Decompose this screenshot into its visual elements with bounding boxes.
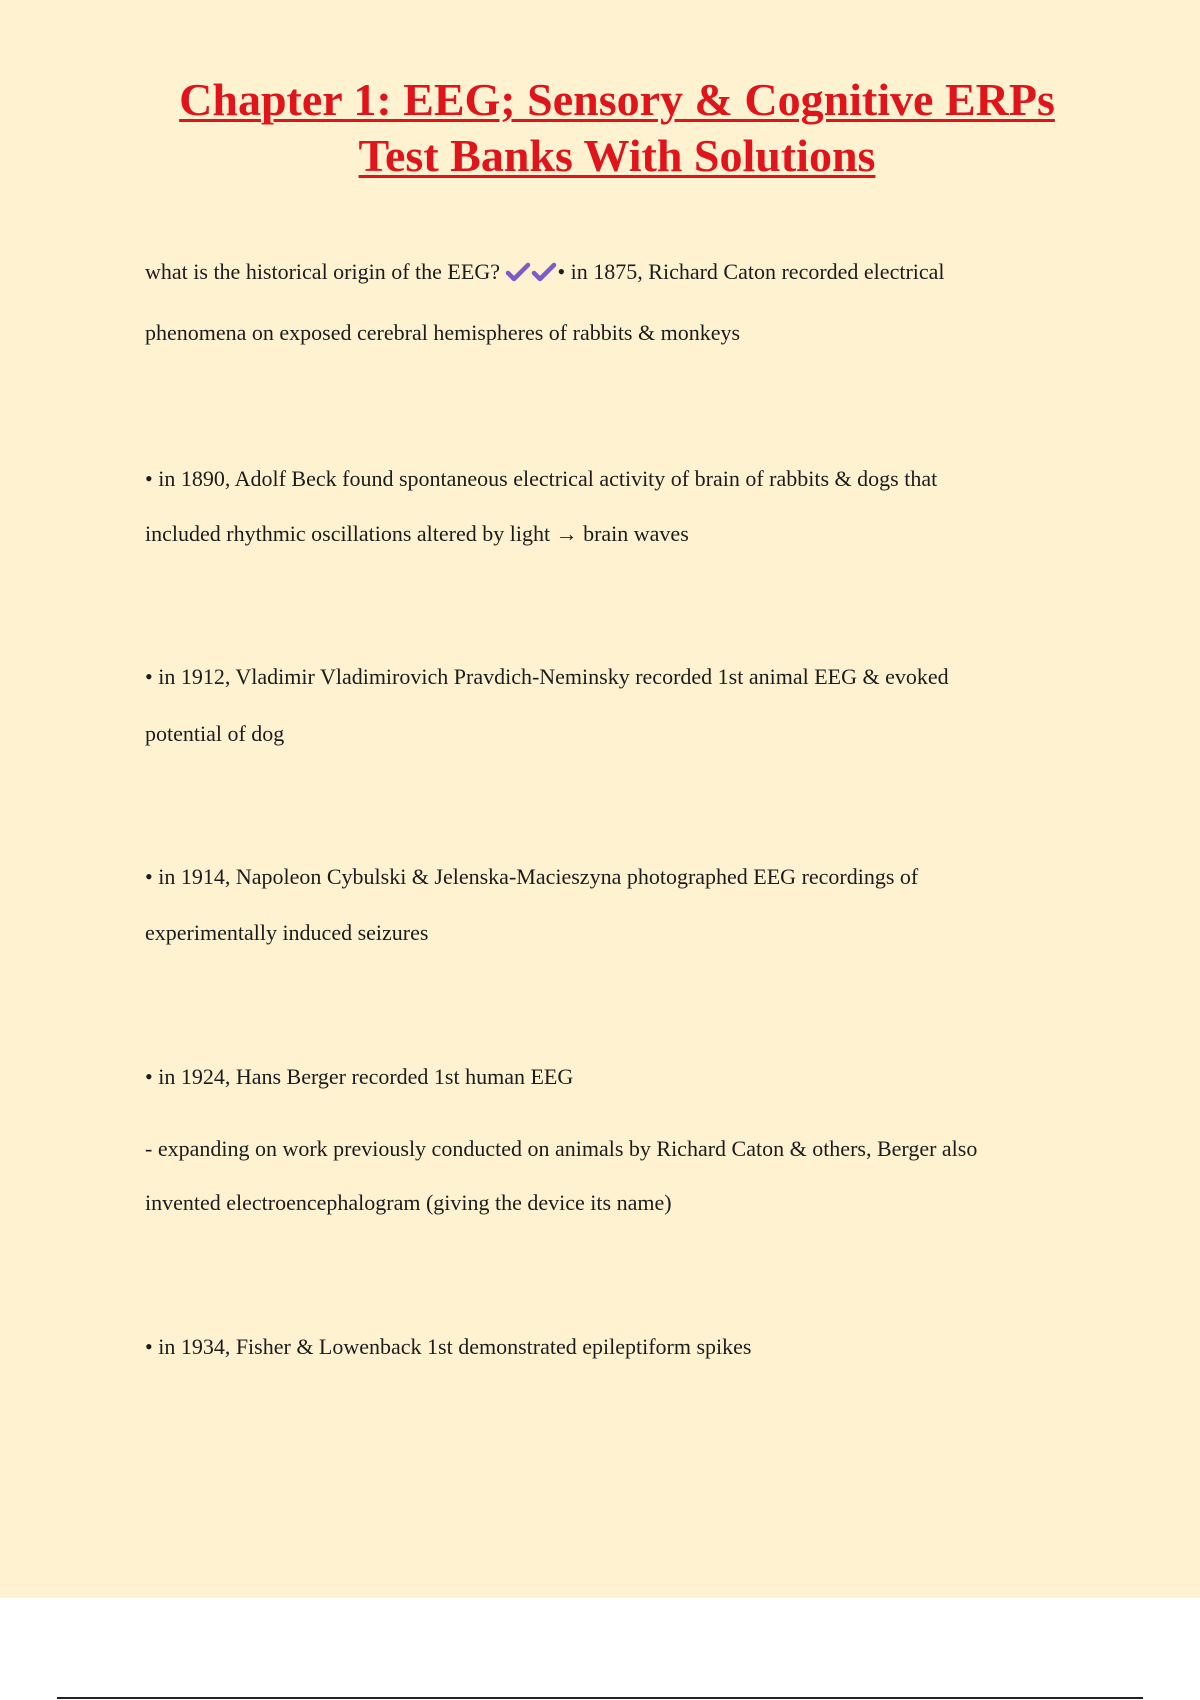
title-line-1: Chapter 1: EEG; Sensory & Cognitive ERPs xyxy=(179,74,1055,125)
entry-line: • in 1912, Vladimir Vladimirovich Pravdich-Neminsky recorded 1st animal EEG & evoked xyxy=(145,664,949,689)
entry-line: • in 1914, Napoleon Cybulski & Jelenska-Macieszyna photographed EEG recordings of xyxy=(145,864,919,889)
answer-start: • in 1875, Richard Caton recorded electrical xyxy=(557,259,945,284)
entry-line: invented electroencephalogram (giving the device its name) xyxy=(145,1190,672,1215)
entry-line: experimentally induced seizures xyxy=(145,920,429,945)
entry-line: • in 1934, Fisher & Lowenback 1st demonstrated epileptiform spikes xyxy=(145,1334,752,1359)
document-title xyxy=(0,72,1200,184)
question-line xyxy=(145,259,945,285)
question-text: what is the historical origin of the EEG? xyxy=(145,259,500,284)
check-icon xyxy=(531,262,557,282)
answer-continuation: phenomena on exposed cerebral hemispheres of rabbits & monkeys xyxy=(145,320,741,345)
title-line-2: Test Banks With Solutions xyxy=(358,130,876,181)
entry-line: included rhythmic oscillations altered by light → brain waves xyxy=(145,521,689,546)
entry-line: potential of dog xyxy=(145,721,285,746)
footer-rule xyxy=(57,1697,1143,1699)
check-icon xyxy=(505,262,531,282)
entry-line: • in 1890, Adolf Beck found spontaneous electrical activity of brain of rabbits & dogs that xyxy=(145,466,938,491)
entry-line: - expanding on work previously conducted on animals by Richard Caton & others, Berger also xyxy=(145,1136,978,1161)
entry-line: • in 1924, Hans Berger recorded 1st human EEG xyxy=(145,1064,574,1089)
